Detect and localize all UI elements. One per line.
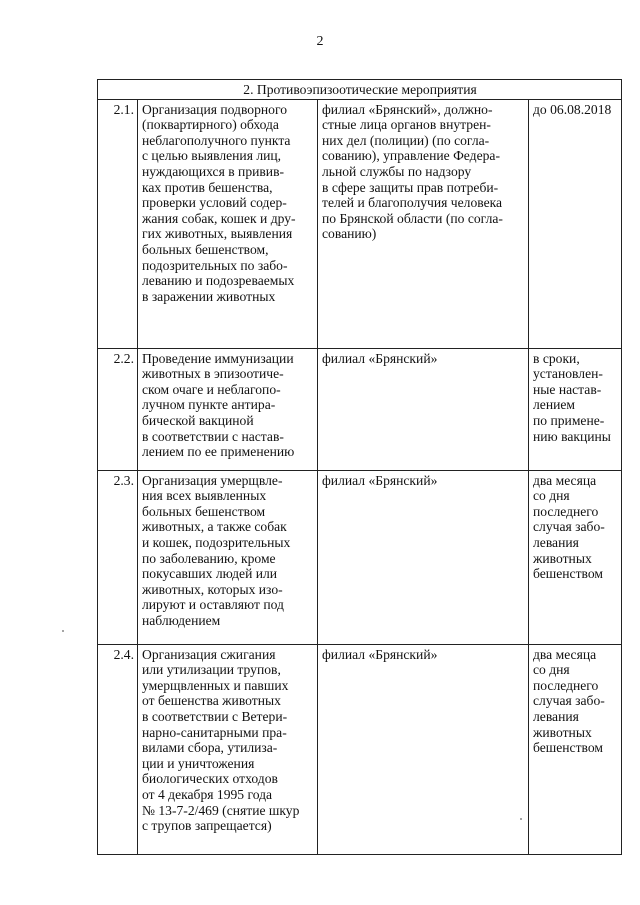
measures-table xyxy=(97,79,622,855)
section-title: 2. Противоэпизоотические мероприятия xyxy=(98,80,622,100)
deadline-text: до 06.08.2018 xyxy=(533,101,612,117)
deadline-cell xyxy=(529,348,622,470)
measure-cell xyxy=(138,644,318,854)
responsible-cell xyxy=(318,348,529,470)
page-number: 2 xyxy=(316,34,324,49)
scan-speck xyxy=(520,818,522,820)
deadline-cell xyxy=(529,644,622,854)
deadline-cell xyxy=(529,99,622,348)
table-row xyxy=(98,348,622,470)
scan-speck xyxy=(62,630,64,632)
row-number: 2.2. xyxy=(98,348,138,470)
measure-text: Организация сжигания или утилизации трупов, умерщвленных и павших от бешенства животных в соответствии с Ветери- нарно-санитарными пра- вилами сбора, утилиза- ции и уничтожения биологических отходов от 4 декабря 1995 года № 13-7-2/469 (снятие шкур с трупов запрещается) xyxy=(142,646,300,834)
row-number: 2.4. xyxy=(98,644,138,854)
measure-text: Организация умерщвле- ния всех выявленных больных бешенством животных, а также собак и кошек, подозрительных по заболеванию, кроме покусавших людей или животных, которых изо- лируют и оставляют под наблюдением xyxy=(142,472,291,628)
measure-cell xyxy=(138,348,318,470)
measure-cell xyxy=(138,99,318,348)
table-row xyxy=(98,644,622,854)
row-number: 2.3. xyxy=(98,470,138,644)
responsible-text: филиал «Брянский» xyxy=(322,472,438,488)
deadline-text: два месяца со дня последнего случая забо- левания животных бешенством xyxy=(533,472,605,582)
responsible-text: филиал «Брянский», должно- стные лица органов внутрен- них дел (полиции) (по согла- сованию), управление Федера- льной службы по надзору в сфере защиты прав потреби- телей и благополучия человека по Брянской области (по согла- сованию) xyxy=(322,101,503,242)
responsible-cell xyxy=(318,644,529,854)
responsible-cell xyxy=(318,99,529,348)
table-row xyxy=(98,99,622,348)
row-number: 2.1. xyxy=(98,99,138,348)
measure-text: Организация подворного (поквартирного) обхода неблагополучного пункта с целью выявления лиц, нуждающихся в привив- ках против бешенства, проверки условий содер- жания собак, кошек и дру- гих животных, выявления больных бешенством, подозрительных по забо- леванию и подозреваемых в заражении животных xyxy=(142,101,296,304)
responsible-text: филиал «Брянский» xyxy=(322,350,438,366)
responsible-cell xyxy=(318,470,529,644)
measure-text: Проведение иммунизации животных в эпизоотиче- ском очаге и неблагопо- лучном пункте антира- бической вакциной в соответствии с настав- лением по ее применению xyxy=(142,350,295,460)
table-row xyxy=(98,470,622,644)
deadline-text: в сроки, установлен- ные настав- лением по примене- нию вакцины xyxy=(533,350,611,444)
responsible-text: филиал «Брянский» xyxy=(322,646,438,662)
section-header-row xyxy=(98,80,622,100)
deadline-cell xyxy=(529,470,622,644)
measure-cell xyxy=(138,470,318,644)
deadline-text: два месяца со дня последнего случая забо- левания животных бешенством xyxy=(533,646,605,756)
